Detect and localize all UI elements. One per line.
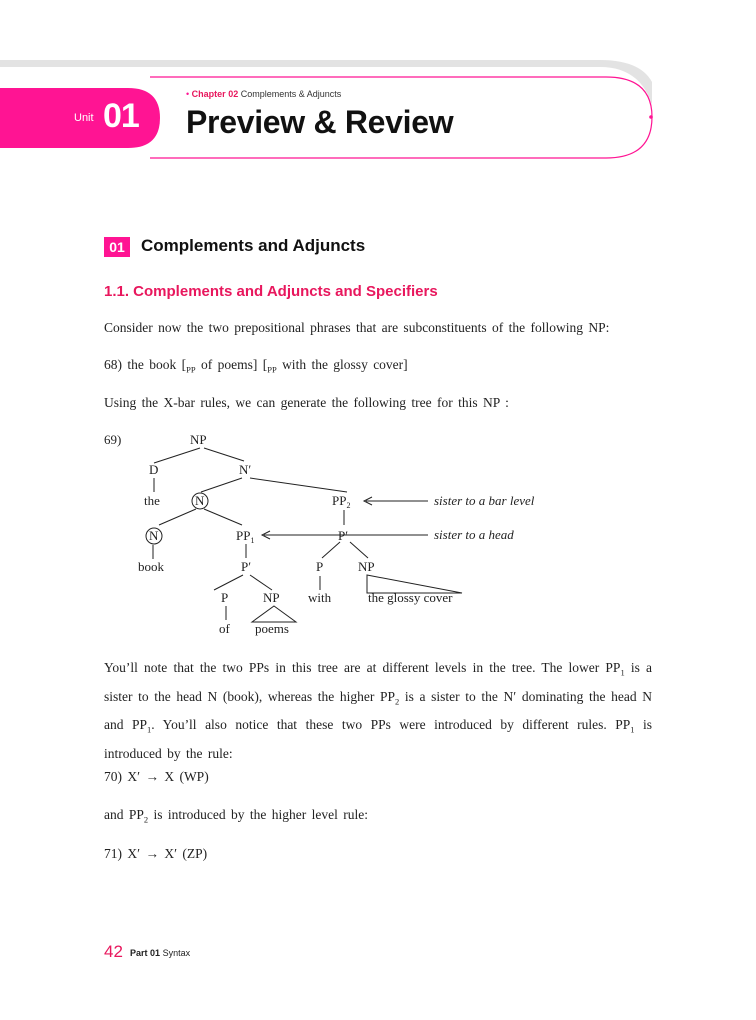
tree-node: N′	[239, 462, 252, 477]
example-68	[104, 353, 652, 382]
tree-node: NP	[190, 432, 207, 447]
section-badge: 01	[104, 237, 130, 257]
section-title: Complements and Adjuncts	[141, 236, 366, 255]
tree-branch	[204, 509, 242, 525]
tree-branch	[350, 542, 368, 558]
example-text: the book	[127, 357, 177, 372]
paragraph-levels: You’ll note that the two PPs in this tree are at different levels in the tree. The lower $PP_1$ is a sister to the head N (book), whereas the higher $PP_2$ is a sister to the N′ dominating the head N and $PP_1$. You’ll also notice that these two PPs were introduced by different rules. $PP_1$ is introduced by the rule:	[104, 660, 652, 762]
tree-node: P	[221, 590, 229, 605]
bracket: [	[262, 357, 268, 372]
header-outline-dot	[649, 115, 653, 119]
example-text: with the glossy cover]	[282, 357, 408, 372]
tree-leaf: with	[308, 590, 332, 605]
subsection-title: 1.1. Complements and Adjuncts and Specifiers	[104, 283, 438, 300]
footer-part: Part 01 Syntax	[130, 948, 191, 958]
example-70: 70) X′ → X (WP)	[104, 769, 209, 784]
chapter-label: Chapter	[191, 89, 226, 99]
example-number: 68)	[104, 357, 122, 372]
chapter-name: Complements & Adjuncts	[240, 89, 342, 99]
tree-node: P′	[241, 559, 252, 574]
tree-branch	[159, 509, 196, 525]
page-title: Preview & Review	[186, 104, 454, 140]
page-number: 42	[104, 942, 123, 961]
tree-leaf: poems	[255, 621, 289, 636]
tree-node: $PP_1$	[236, 528, 255, 545]
bracket: [	[181, 357, 187, 372]
syntax-tree	[104, 430, 604, 640]
example-71: 71) X′ → X′ (ZP)	[104, 846, 208, 861]
tree-branch	[204, 448, 244, 461]
tree-branch	[250, 478, 347, 492]
chapter-number: 02	[228, 89, 239, 99]
annotation-bar-level: sister to a bar level	[434, 493, 535, 508]
tree-node: N	[149, 528, 159, 543]
unit-label: Unit	[74, 112, 94, 124]
tree-leaf: book	[138, 559, 164, 574]
tree-node: N	[195, 493, 205, 508]
tree-node: $PP_2$	[332, 493, 351, 510]
tree-branch	[154, 448, 200, 463]
tree-node: D	[149, 462, 159, 477]
paragraph-xbar: Using the X-bar rules, we can generate the following tree for this NP :	[104, 395, 509, 410]
tree-leaf: of	[219, 621, 230, 636]
tree-triangle	[252, 606, 296, 622]
paragraph-intro: Consider now the two prepositional phrases that are subconstituents of the following NP:	[104, 320, 610, 335]
tree-node: P	[316, 559, 324, 574]
chapter-breadcrumb	[186, 89, 341, 99]
tree-node: NP	[358, 559, 375, 574]
example-number: 69)	[104, 432, 122, 447]
bracket-label: PP	[186, 364, 196, 375]
paragraph-higher-rule: and $PP_2$ is introduced by the higher level rule:	[104, 807, 368, 825]
tree-leaf: the glossy cover	[368, 590, 453, 605]
unit-number: 01	[103, 97, 139, 135]
tree-leaf: the	[144, 493, 160, 508]
tree-node: NP	[263, 590, 280, 605]
tree-branch	[214, 575, 243, 590]
tree-branch	[201, 478, 242, 492]
annotation-head: sister to a head	[434, 527, 514, 542]
bullet-icon: •	[186, 89, 190, 99]
bracket-label: PP	[267, 364, 277, 375]
tree-branch	[250, 575, 272, 590]
example-text: of poems]	[200, 357, 258, 372]
tree-branch	[322, 542, 340, 558]
tree-node: P′	[338, 528, 349, 543]
